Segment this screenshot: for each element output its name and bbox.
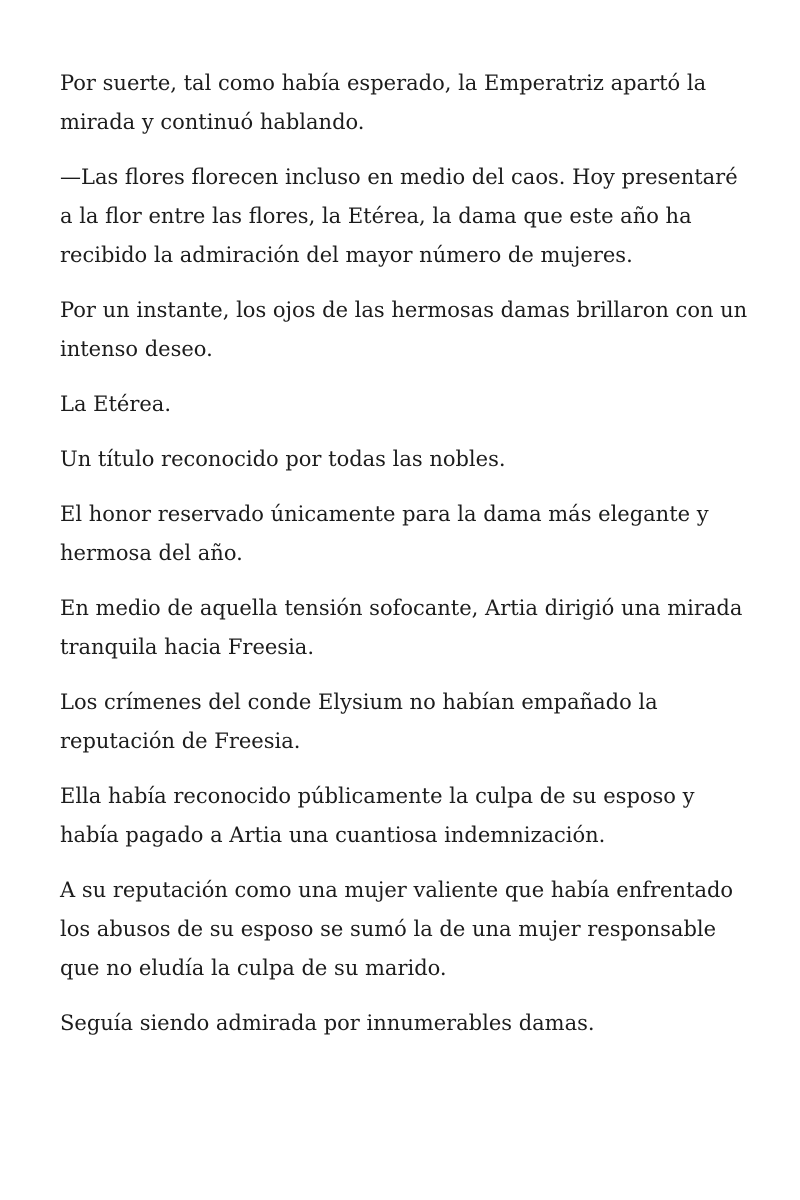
document-body xyxy=(60,64,750,1059)
paragraph: Un título reconocido por todas las nobles. xyxy=(60,447,506,471)
paragraph: Por suerte, tal como había esperado, la Emperatriz apartó la mirada y continuó hablando. xyxy=(60,71,707,134)
paragraph: La Etérea. xyxy=(60,392,171,416)
paragraph: Seguía siendo admirada por innumerables damas. xyxy=(60,1011,595,1035)
paragraph: Por un instante, los ojos de las hermosas damas brillaron con un intenso deseo. xyxy=(60,298,748,361)
paragraph: En medio de aquella tensión sofocante, Artia dirigió una mirada tranquila hacia Freesia. xyxy=(60,596,743,659)
paragraph: —Las flores florecen incluso en medio del caos. Hoy presentaré a la flor entre las flores, la Etérea, la dama que este año ha recibido la admiración del mayor número de mujeres. xyxy=(60,165,738,267)
paragraph: Ella había reconocido públicamente la culpa de su esposo y había pagado a Artia una cuantiosa indemnización. xyxy=(60,784,695,847)
paragraph: Los crímenes del conde Elysium no habían empañado la reputación de Freesia. xyxy=(60,690,658,753)
paragraph: A su reputación como una mujer valiente que había enfrentado los abusos de su esposo se sumó la de una mujer responsable que no eludía la culpa de su marido. xyxy=(60,878,734,980)
paragraph: El honor reservado únicamente para la dama más elegante y hermosa del año. xyxy=(60,502,709,565)
